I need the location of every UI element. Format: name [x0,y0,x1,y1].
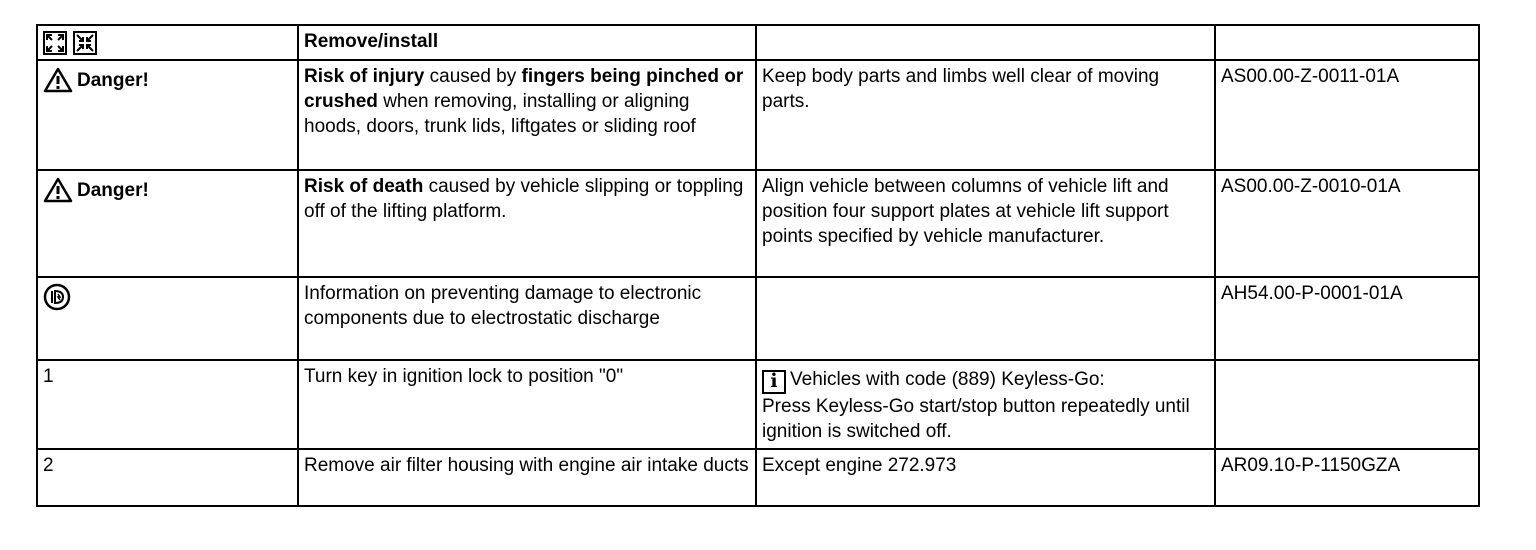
risk-text [298,60,756,170]
step-text: Turn key in ignition lock to position "0" [298,360,756,449]
warning-triangle-icon [43,177,73,203]
table-row [37,360,1479,449]
header-empty-3 [756,25,1215,60]
warning-triangle-icon [43,67,73,93]
reference-code[interactable]: AS00.00-Z-0010-01A [1215,170,1479,277]
measure-text: Except engine 272.973 [756,449,1215,506]
danger-cell [37,170,298,277]
risk-text [298,170,756,277]
risk-text-1: caused by [424,66,522,87]
step-text: Remove air filter housing with engine air intake ducts [298,449,756,506]
note-text: Press Keyless-Go start/stop button repeatedly until ignition is switched off. [762,396,1190,442]
info-icon: i [762,370,786,394]
reference-empty [1215,360,1479,449]
reference-code[interactable]: AH54.00-P-0001-01A [1215,277,1479,360]
header-empty-4 [1215,25,1479,60]
install-tool-icon [73,31,97,55]
esd-warning-icon [43,283,71,311]
step-number: 2 [37,449,298,506]
measure-text: Keep body parts and limbs well clear of moving parts. [756,60,1215,170]
esd-cell [37,277,298,360]
table-row [37,60,1479,170]
danger-cell [37,60,298,170]
table-row [37,449,1479,506]
remove-tool-icon [43,31,67,55]
header-row [37,25,1479,60]
risk-bold-1: Risk of death [304,176,424,197]
table-row [37,170,1479,277]
reference-code[interactable]: AR09.10-P-1150GZA [1215,449,1479,506]
esd-info-text: Information on preventing damage to electronic components due to electrostatic discharge [298,277,756,360]
risk-text-1: caused by vehicle slipping or toppling off of the lifting platform. [304,176,744,222]
measure-empty [756,277,1215,360]
note-line1: Vehicles with code (889) Keyless-Go: [790,369,1105,390]
note-cell [756,360,1215,449]
step-number: 1 [37,360,298,449]
reference-code[interactable]: AS00.00-Z-0011-01A [1215,60,1479,170]
risk-bold-1: Risk of injury [304,66,425,87]
danger-label: Danger! [77,69,149,91]
header-icons-cell [37,25,298,60]
table-row [37,277,1479,360]
danger-label: Danger! [77,179,149,201]
measure-text: Align vehicle between columns of vehicle lift and position four support plates at vehicle lift support points specified by vehicle manufacturer. [756,170,1215,277]
risk-bold-2: fingers being pinched or crushed [304,66,744,112]
header-title: Remove/install [298,25,756,60]
risk-text-2: when removing, installing or aligning hoods, doors, trunk lids, liftgates or sliding roof [304,91,696,137]
procedure-table [36,24,1480,507]
